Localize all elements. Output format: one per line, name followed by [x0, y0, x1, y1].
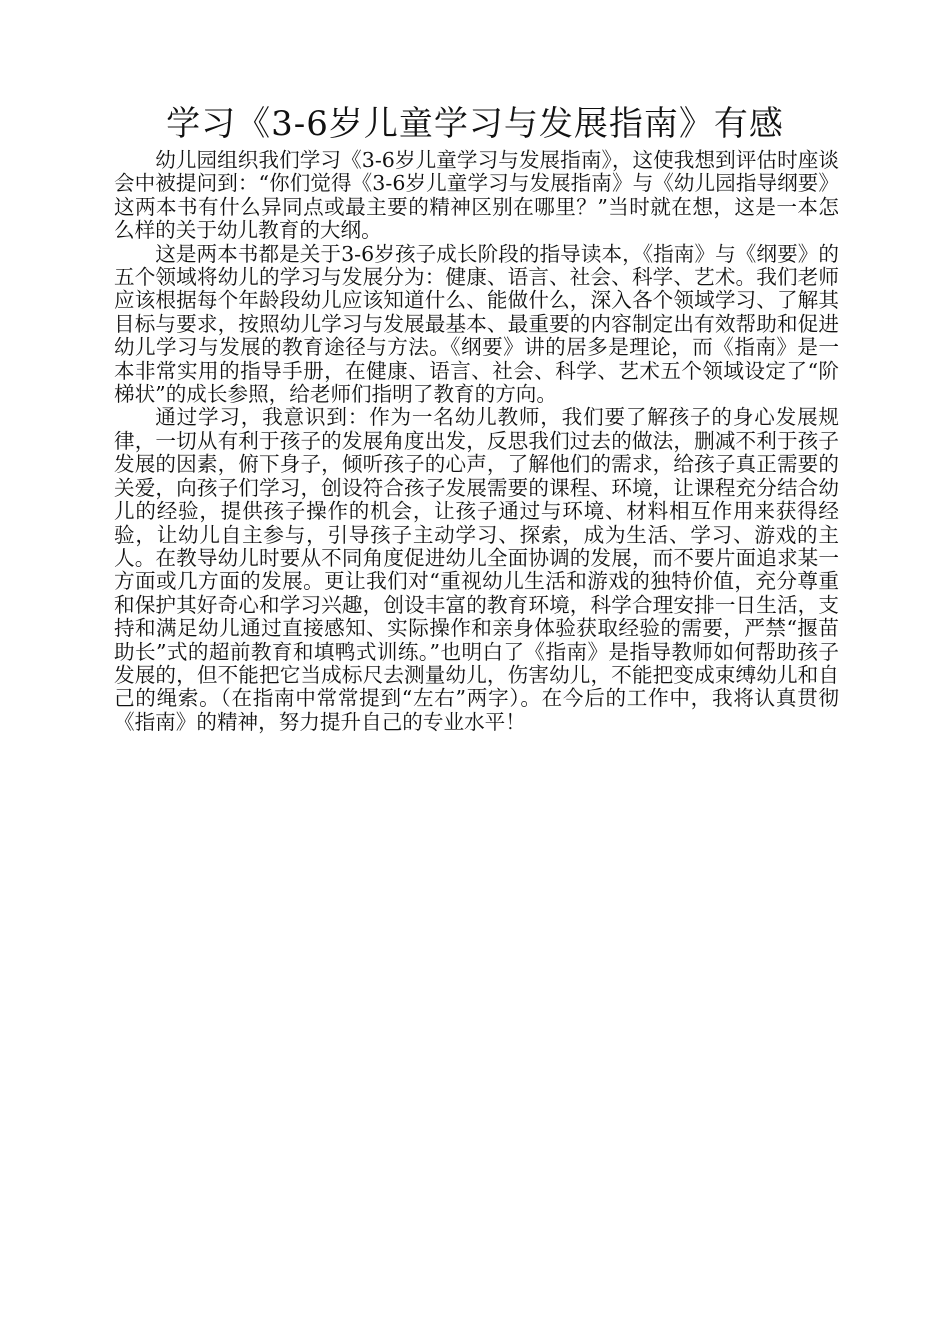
paragraph-1: 幼儿园组织我们学习《3-6岁儿童学习与发展指南》，这使我想到评估时座谈会中被提问到：“你们觉得《3-6岁儿童学习与发展指南》与《幼儿园指导纲要》这两本书有什么异同点或最主要的精神区别在哪里？”当时就在想，这是一本怎么样的关于幼儿教育的大纲。	[114, 148, 839, 243]
paragraph-2: 这是两本书都是关于3-6岁孩子成长阶段的指导读本，《指南》与《纲要》的五个领域将幼儿的学习与发展分为：健康、语言、社会、科学、艺术。我们老师应该根据每个年龄段幼儿应该知道什么、能做什么，深入各个领域学习、了解其目标与要求，按照幼儿学习与发展最基本、最重要的内容制定出有效帮助和促进幼儿学习与发展的教育途径与方法。《纲要》讲的居多是理论，而《指南》是一本非常实用的指导手册，在健康、语言、社会、科学、艺术五个领域设定了“阶梯状”的成长参照，给老师们指明了教育的方向。	[114, 241, 839, 407]
document-title: 学习《3-6岁儿童学习与发展指南》有感	[166, 104, 784, 144]
paragraph-3: 通过学习，我意识到：作为一名幼儿教师，我们要了解孩子的身心发展规律，一切从有利于孩子的发展角度出发，反思我们过去的做法，删减不利于孩子发展的因素，俯下身子，倾听孩子的心声，了解他们的需求，给孩子真正需要的关爱，向孩子们学习，创设符合孩子发展需要的课程、环境，让课程充分结合幼儿的经验，提供孩子操作的机会，让孩子通过与环境、材料相互作用来获得经验，让幼儿自主参与，引导孩子主动学习、探索，成为生活、学习、游戏的主人。在教导幼儿时要从不同角度促进幼儿全面协调的发展，而不要片面追求某一方面或几方面的发展。更让我们对“重视幼儿生活和游戏的独特价值，充分尊重和保护其好奇心和学习兴趣，创设丰富的教育环境，科学合理安排一日生活，支持和满足幼儿通过直接感知、实际操作和亲身体验获取经验的需要，严禁“揠苗助长”式的超前教育和填鸭式训练。”也明白了《指南》是指导教师如何帮助孩子发展的，但不能把它当成标尺去测量幼儿，伤害幼儿，不能把变成束缚幼儿和自己的绳索。（在指南中常常提到“左右”两字）。在今后的工作中，我将认真贯彻《指南》的精神，努力提升自己的专业水平！	[114, 405, 839, 734]
document-body	[114, 149, 839, 734]
